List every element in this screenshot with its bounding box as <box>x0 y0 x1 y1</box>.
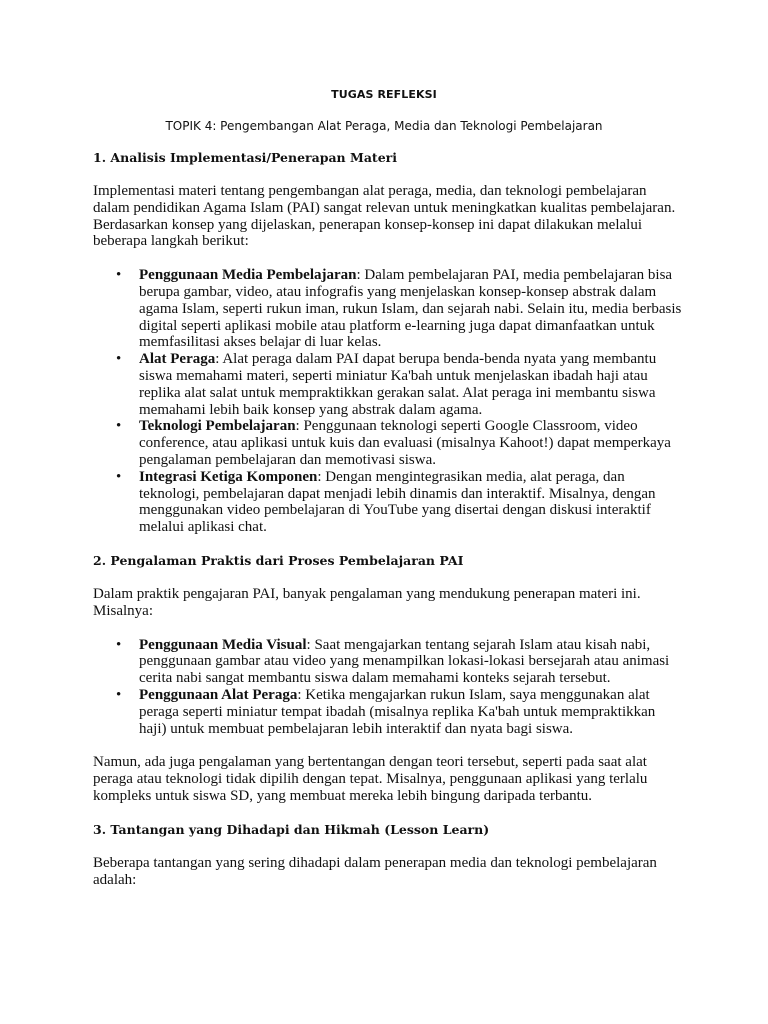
section1-list <box>93 267 683 536</box>
list-item-text: : Penggunaan teknologi seperti Google Classroom, video conference, atau aplikasi untuk kuis dan evaluasi (misalnya Kahoot!) dapat memperkaya pengalaman pembelajaran dan memotivasi siswa. <box>139 418 671 468</box>
list-item-text: : Saat mengajarkan tentang sejarah Islam atau kisah nabi, penggunaan gambar atau video yang menampilkan lokasi-lokasi bersejarah atau animasi cerita nabi sangat membantu siswa dalam memahami konteks sejarah tersebut. <box>139 636 670 687</box>
list-item <box>116 418 683 468</box>
bullet-icon: • <box>116 636 122 653</box>
section2-heading: 2. Pengalaman Praktis dari Proses Pembelajaran PAI <box>93 552 464 568</box>
document-topic: TOPIK 4: Pengembangan Alat Peraga, Media dan Teknologi Pembelajaran <box>165 119 603 133</box>
list-item-text: : Alat peraga dalam PAI dapat berupa benda-benda nyata yang membantu siswa memahami materi, seperti miniatur Ka'bah untuk menjelaskan ibadah haji atau replika alat salat untuk mempraktikkan gerakan salat. Alat peraga ini membantu siswa memahami lebih baik konsep yang abstrak dalam agama. <box>139 351 657 418</box>
section2-list <box>93 637 683 738</box>
document-body <box>93 150 683 888</box>
list-item-term: Teknologi Pembelajaran <box>139 418 296 435</box>
list-item <box>116 468 683 536</box>
list-item-text: : Dengan mengintegrasikan media, alat peraga, dan teknologi, pembelajaran dapat menjadi lebih dinamis dan interaktif. Misalnya, dengan menggunakan video pembelajaran di YouTube yang disertai dengan diskusi interaktif melalui aplikasi chat. <box>139 468 656 536</box>
list-item-text: : Ketika mengajarkan rukun Islam, saya menggunakan alat peraga seperti miniatur tempat ibadah (misalnya replika Ka'bah untuk mempraktikkan haji) untuk membuat pembelajaran lebih interaktif dan nyata bagi siswa. <box>139 686 656 737</box>
bullet-icon: • <box>116 686 122 703</box>
list-item-text: : Dalam pembelajaran PAI, media pembelajaran bisa berupa gambar, video, atau infografis yang menjelaskan konsep-konsep abstrak dalam agama Islam, seperti rukun iman, rukun Islam, dan sejarah nabi. Selain itu, media berbasis digital seperti aplikasi mobile atau platform e-learning juga dapat dimanfaatkan untuk memfasilitasi akses belajar di luar kelas. <box>139 267 682 351</box>
bullet-icon: • <box>116 351 122 368</box>
section1-heading: 1. Analisis Implementasi/Penerapan Materi <box>93 150 397 165</box>
list-item-term: Alat Peraga <box>139 351 216 368</box>
list-item <box>116 267 683 351</box>
document-title: TUGAS REFLEKSI <box>331 88 437 101</box>
bullet-icon: • <box>116 267 122 284</box>
list-item-term: Penggunaan Media Visual <box>139 636 307 653</box>
bullet-icon: • <box>116 468 122 485</box>
section2-intro: Dalam praktik pengajaran PAI, banyak pengalaman yang mendukung penerapan materi ini. Misalnya: <box>93 585 641 619</box>
list-item <box>116 686 683 737</box>
section2-closing: Namun, ada juga pengalaman yang bertentangan dengan teori tersebut, seperti pada saat alat peraga atau teknologi tidak dipilih dengan tepat. Misalnya, penggunaan aplikasi yang terlalu kompleks untuk siswa SD, yang membuat mereka lebih bingung daripada terbantu. <box>93 754 648 804</box>
section3-heading: 3. Tantangan yang Dihadapi dan Hikmah (Lesson Learn) <box>93 821 490 837</box>
list-item <box>116 351 683 418</box>
bullet-icon: • <box>116 418 122 435</box>
list-item-term: Integrasi Ketiga Komponen <box>139 468 318 485</box>
list-item <box>116 636 683 687</box>
section1-intro: Implementasi materi tentang pengembangan alat peraga, media, dan teknologi pembelajaran dalam pendidikan Agama Islam (PAI) sangat relevan untuk meningkatkan kualitas pembelajaran. Berdasarkan konsep yang dijelaskan, penerapan konsep-konsep ini dapat dilakukan melalui beberapa langkah berikut: <box>93 183 676 250</box>
list-item-term: Penggunaan Media Pembelajaran <box>139 267 357 284</box>
list-item-term: Penggunaan Alat Peraga <box>139 686 298 703</box>
section3-intro: Beberapa tantangan yang sering dihadapi dalam penerapan media dan teknologi pembelajaran adalah: <box>93 854 657 888</box>
